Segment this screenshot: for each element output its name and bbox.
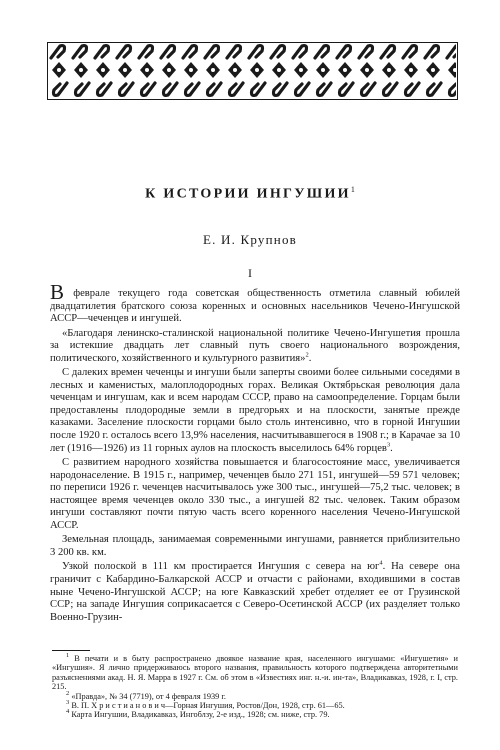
author-name: Е. И. Крупнов	[203, 232, 297, 247]
footnote-text: В печати и в быту распространено двоякое название края, населенного ингушами: «Ингушетия» и «Ингушия». Я лично придерживаюсь второго названия, правильность которого подтверждена авторитетными разъяснениями акад. Н. Я. Марра в 1927 г. См. об этом в «Известиях инг. н.-и. ин-та», Владикавказ, 1928, г. I, стр. 215.	[52, 654, 458, 692]
footnote-number: 1	[66, 652, 70, 660]
paragraph-text-tail: .	[390, 442, 393, 454]
footnote-ref[interactable]: 4	[379, 559, 383, 567]
footnote-divider	[52, 650, 90, 651]
article-title	[0, 185, 500, 203]
paragraph	[50, 280, 460, 326]
paragraph-text: «Благодаря ленинско-сталинской национальной политике Чечено-Ингушетия прошла за истекшие двадцать лет славный путь своего национального возрождения, политического, хозяйственного и культурного развития»	[50, 327, 460, 364]
paragraph-text: С далеких времен чеченцы и ингуши были заперты своими более сильными соседями в лесных и каменистых, малоплодородных горах. Великая Октябрьская революция дала чеченцам и ингушам, как и всем народам СССР, право на самоопределение. Горцам были предоставлены плодородные земли в предгорьях и на плоскости, занятые прежде казаками. Заселение плоскости горцами было столь интенсивно, что в горной Ингушии после 1920 г. осталось всего 13,9% населения, насчитывавшегося в 1908 г.; в Карачае за 10 лет (1916—1926) из 11 горных аулов на плоскость выселилось 64% горцев	[50, 367, 460, 454]
paragraph-text-tail: . На севере она граничит с Кабардино-Балкарской АССР и отчасти с районами, входившими в состав ныне Чечено-Ингушской АССР; на юге Кавказский хребет отделяет ее от Грузинской ССР; на западе Ингушия соприкасается с Северо-Осетинской АССР (их разделяет только Военно-Грузин-	[50, 561, 460, 623]
paragraph	[50, 367, 460, 455]
footnote-number: 3	[66, 699, 70, 707]
footnote-ref[interactable]: 3	[386, 441, 391, 449]
section-number: I	[248, 266, 252, 280]
footnote-ref[interactable]: 2	[305, 351, 309, 359]
paragraph	[50, 328, 460, 366]
paragraph-text: С развитием народного хозяйства повышается и благосостояние масс, увеличивается народонаселение. В 1915 г., например, чеченцев было 271 151, ингушей—59 571 человек; по переписи 1926 г. чеченцев насчитывалось уже 300 тыс., ингушей—75,2 тыс. человек; в настоящее время чеченцев около 330 тыс., а ингушей 82 тыс. человек. Таким образом ингуши составляют почти пятую часть всего коренного населения Чечено-Ингушской АССР.	[50, 457, 460, 531]
paragraph	[50, 457, 460, 532]
article-title-text: К ИСТОРИИ ИНГУШИИ	[145, 186, 351, 202]
ornament-pattern	[48, 43, 456, 98]
title-footnote-mark[interactable]: 1	[350, 185, 355, 194]
ornamental-header-band	[47, 42, 458, 100]
paragraph-text: феврале текущего года советская общественность отметила славный юбилей двадцатилетия братского союза коренных и основных насельников Чечено-Ингушской АССР—чеченцев и ингушей.	[50, 288, 460, 325]
paragraph-text-tail: .	[308, 352, 312, 364]
paragraph-text: Земельная площадь, занимаемая современными ингушами, равняется приблизительно 3 200 кв. км.	[50, 534, 460, 558]
article-body	[50, 280, 460, 624]
footnote	[52, 689, 458, 701]
footnote-text: «Правда», № 34 (7719), от 4 февраля 1939 г.	[69, 691, 226, 701]
footnotes	[52, 654, 458, 720]
footnote-number: 2	[66, 689, 70, 697]
footnote	[52, 654, 458, 692]
footnote-text: В. П. Х р и с т и а н о в и ч—Горная Ингушия, Ростов/Дон, 1928, стр. 61—65.	[69, 701, 345, 711]
footnote-number: 4	[66, 708, 70, 716]
paragraph	[50, 561, 460, 624]
paragraph-text: Узкой полоской в 111 км простирается Ингушия с севера на юг	[62, 561, 380, 573]
footnote	[52, 710, 458, 719]
footnote-text: Карта Ингушии, Владикавказ, Ингоблзу, 2-е изд., 1928; см. ниже, стр. 79.	[69, 710, 330, 720]
paragraph	[50, 534, 460, 559]
drop-cap: В	[50, 280, 65, 304]
